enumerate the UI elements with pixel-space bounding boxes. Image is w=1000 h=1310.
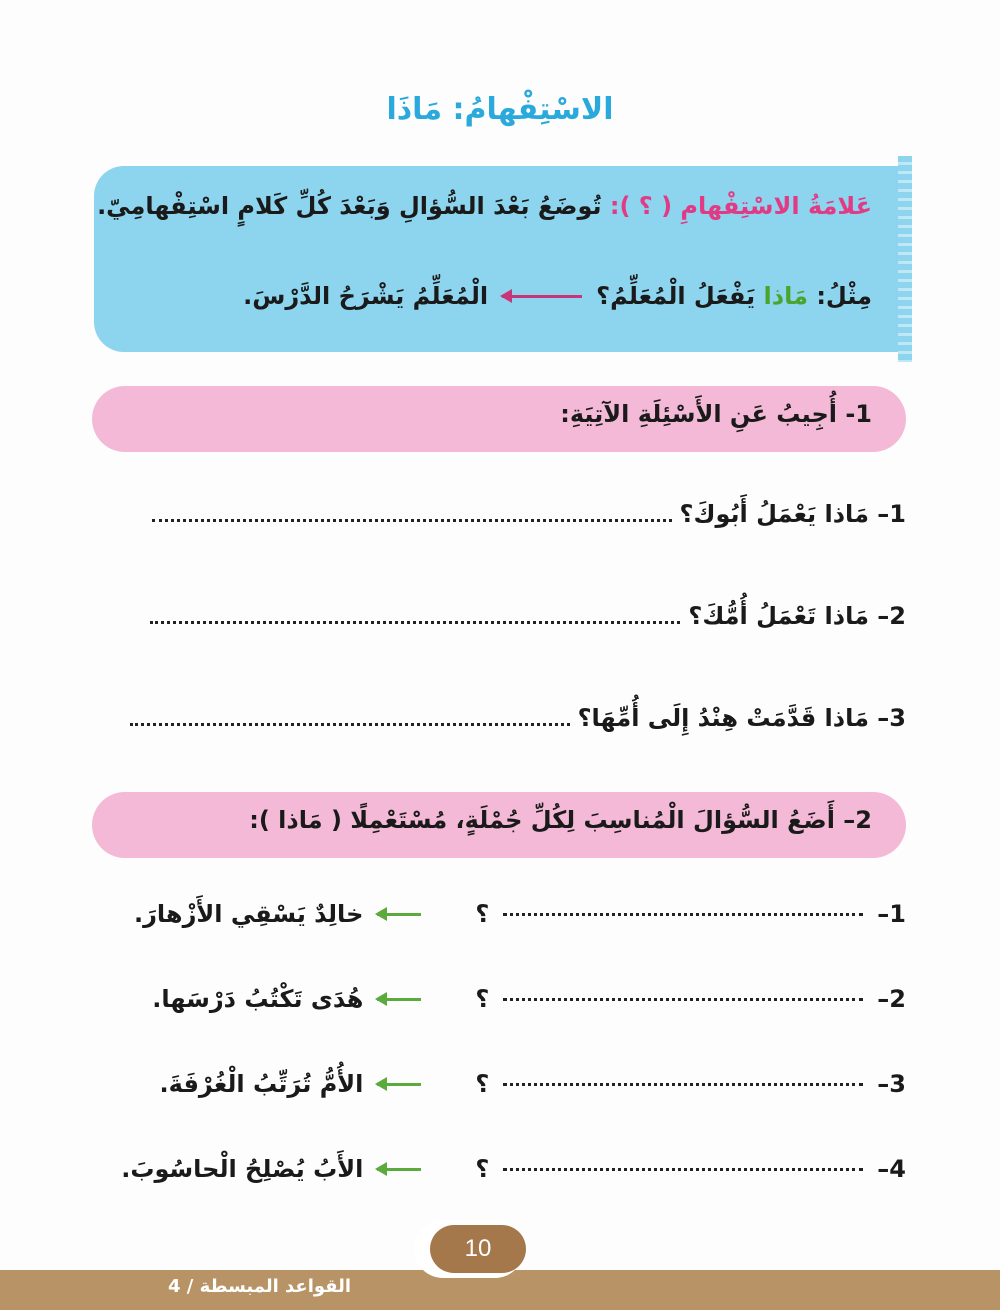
rule-box-edge	[898, 156, 912, 362]
rule-text: تُوضَعُ بَعْدَ السُّؤالِ وَبَعْدَ كُلِّ كَلامٍ اسْتِفْهامِيّ.	[97, 192, 610, 220]
question-mark: ؟	[475, 1155, 490, 1183]
rule-label: عَلامَةُ الاسْتِفْهامِ ( ؟ ):	[609, 192, 872, 220]
question-mark: ؟	[475, 985, 490, 1013]
exercise2-item-4	[121, 1155, 906, 1183]
answer-line[interactable]	[503, 1167, 863, 1171]
exercise1-question-3	[130, 704, 906, 732]
answer-line[interactable]	[503, 997, 863, 1001]
arrow-left-icon	[377, 998, 421, 1001]
page-title: الاسْتِفْهامُ: مَاذَا	[386, 92, 614, 127]
exercise2-item-1	[134, 900, 906, 928]
item-number: 2–	[877, 985, 906, 1013]
example-question: يَفْعَلُ الْمُعَلِّمُ؟	[596, 282, 756, 310]
arrow-left-icon	[377, 1168, 421, 1171]
answer-sentence: الأَبُ يُصْلِحُ الْحاسُوبَ.	[121, 1155, 364, 1183]
item-number: 3–	[877, 1070, 906, 1098]
book-title: القواعد المبسطة / 4	[168, 1276, 352, 1297]
exercise2-item-3	[160, 1070, 906, 1098]
question-mark: ؟	[475, 900, 490, 928]
arrow-left-icon	[377, 1083, 421, 1086]
answer-line[interactable]	[130, 722, 570, 726]
item-number: 4–	[877, 1155, 906, 1183]
exercise2-bar	[92, 792, 906, 858]
question-text: 3– مَاذا قَدَّمَتْ هِنْدُ إِلَى أُمِّهَا؟	[577, 704, 906, 732]
example-question-wrap	[596, 282, 872, 310]
answer-line[interactable]	[150, 620, 680, 624]
exercise2-heading: 2– أَضَعُ السُّؤالَ الْمُناسِبَ لِكُلِّ جُمْلَةٍ، مُسْتَعْمِلًا ( مَاذا ):	[249, 806, 872, 834]
rule-definition	[97, 192, 872, 220]
question-text: 1– مَاذا يَعْمَلُ أَبُوكَ؟	[679, 500, 906, 528]
exercise1-bar	[92, 386, 906, 452]
answer-line[interactable]	[503, 912, 863, 916]
rule-example	[243, 282, 872, 310]
answer-line[interactable]	[152, 518, 672, 522]
example-prefix: مِثْلُ:	[816, 282, 872, 310]
answer-line[interactable]	[503, 1082, 863, 1086]
page-number: 10	[430, 1225, 526, 1273]
answer-sentence: خالِدٌ يَسْقِي الأَزْهارَ.	[133, 900, 364, 928]
question-text: 2– مَاذا تَعْمَلُ أُمُّكَ؟	[688, 602, 906, 630]
example-keyword: مَاذا	[763, 282, 808, 310]
exercise1-heading: 1- أُجِيبُ عَنِ الأَسْئِلَةِ الآتِيَةِ:	[560, 400, 872, 428]
item-number: 1–	[877, 900, 906, 928]
arrow-left-icon	[377, 913, 421, 916]
example-answer: الْمُعَلِّمُ يَشْرَحُ الدَّرْسَ.	[243, 282, 489, 310]
exercise1-question-1	[152, 500, 906, 528]
question-mark: ؟	[475, 1070, 490, 1098]
answer-sentence: هُدَى تَكْتُبُ دَرْسَها.	[152, 985, 364, 1013]
arrow-left-icon	[502, 295, 582, 298]
answer-sentence: الأُمُّ تُرَتِّبُ الْغُرْفَةَ.	[159, 1070, 364, 1098]
exercise2-item-2	[152, 985, 906, 1013]
exercise1-question-2	[150, 602, 906, 630]
